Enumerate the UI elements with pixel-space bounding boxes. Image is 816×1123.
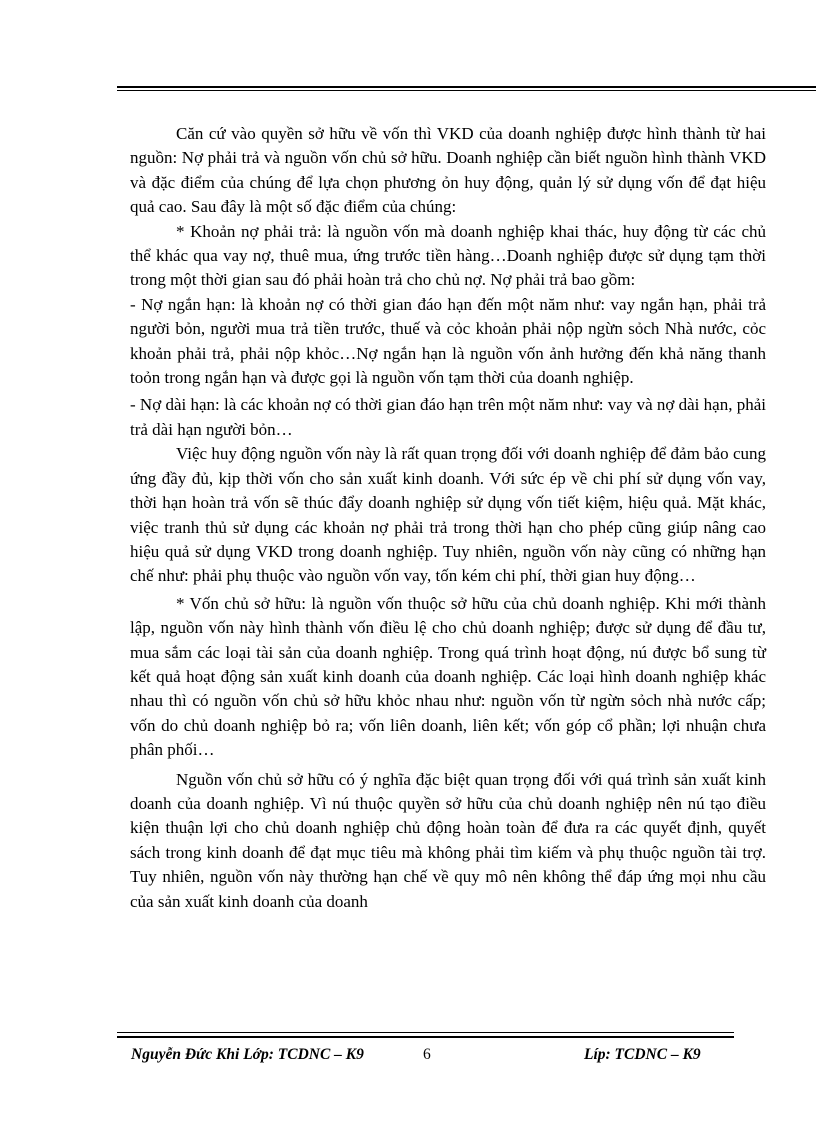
paragraph: - Nợ dài hạn: là các khoản nợ có thời gian đáo hạn trên một năm như: vay và nợ dài hạn, phải trả dài hạn người bỏn… <box>130 395 766 439</box>
paragraph: Việc huy động nguồn vốn này là rất quan trọng đối với doanh nghiệp để đảm bảo cung ứng đầy đủ, kịp thời vốn cho sản xuất kinh doanh. Với sức ép về chi phí sử dụng vốn vay, thời hạn hoàn trả vốn sẽ thúc đẩy doanh nghiệp sử dụng vốn tiết kiệm, hiệu quả. Mặt khác, việc tranh thủ sử dụng các khoản nợ phải trả trong thời hạn cho phép cũng giúp nâng cao hiệu quả sử dụng VKD trong doanh nghiệp. Tuy nhiên, nguồn vốn này cũng có những hạn chế như: phải phụ thuộc vào nguồn vốn vay, tốn kém chi phí, thời gian huy động… <box>130 444 766 586</box>
paragraph: Căn cứ vào quyền sở hữu về vốn thì VKD của doanh nghiệp được hình thành từ hai nguồn: Nợ phải trả và nguồn vốn chủ sở hữu. Doanh nghiệp cần biết nguồn hình thành VKD và đặc điểm của chúng để lựa chọn phương ỏn huy động, quản lý sử dụng vốn để đạt hiệu quả cao. Sau đây là một số đặc điểm của chúng: <box>130 124 766 217</box>
header-rule <box>117 86 816 88</box>
paragraph: * Khoản nợ phải trả: là nguồn vốn mà doanh nghiệp khai thác, huy động từ các chủ thể khác qua vay nợ, thuê mua, ứng trước tiền hàng…Doanh nghiệp được sử dụng tạm thời trong một thời gian sau đó phải hoàn trả cho chủ nợ. Nợ phải trả bao gồm: <box>130 221 766 290</box>
paragraph: Nguồn vốn chủ sở hữu có ý nghĩa đặc biệt quan trọng đối với quá trình sản xuất kinh doanh của doanh nghiệp. Vì nú thuộc quyền sở hữu của chủ doanh nghiệp nên nú tạo điều kiện thuận lợi cho chủ doanh nghiệp chủ động hoàn toàn để đưa ra các quyết định, quyết sách trong kinh doanh để đạt mục tiêu mà không phải tìm kiếm và phụ thuộc nguồn tài trợ. Tuy nhiên, nguồn vốn này thường hạn chế về quy mô nên không thể đáp ứng mọi nhu cầu của sản xuất kinh doanh của doanh <box>130 769 766 911</box>
paragraph: - Nợ ngắn hạn: là khoản nợ có thời gian đáo hạn đến một năm như: vay ngắn hạn, phải trả người bỏn, người mua trả tiền trước, thuế và cỏc khoản phải nộp ngừn sỏch Nhà nước, cỏc khoản phải trả, phải nộp khỏc…Nợ ngắn hạn là nguồn vốn ảnh hưởng đến khả năng thanh toỏn trong ngắn hạn và được gọi là nguồn vốn tạm thời của doanh nghiệp. <box>130 294 766 388</box>
footer-author: Nguyễn Đức Khi Lớp: TCDNC – K9 <box>131 1046 364 1063</box>
footer-rule <box>117 1036 734 1038</box>
page-footer <box>117 1046 757 1068</box>
page-number: 6 <box>423 1046 431 1063</box>
footer-class: Líp: TCDNC – K9 <box>584 1046 701 1063</box>
header-rule-thin <box>117 90 816 91</box>
document-body <box>130 122 766 914</box>
paragraph: * Vốn chủ sở hữu: là nguồn vốn thuộc sở hữu của chủ doanh nghiệp. Khi mới thành lập, nguồn vốn này hình thành vốn điều lệ cho chủ doanh nghiệp; được sử dụng để đầu tư, mua sắm các loại tài sản của doanh nghiệp. Trong quá trình hoạt động, nú được bổ sung từ kết quả hoạt động sản xuất kinh doanh của doanh nghiệp. Các loại hình doanh nghiệp khác nhau thì có nguồn vốn chủ sở hữu khỏc nhau như: nguồn vốn từ ngừn sỏch nhà nước cấp; vốn do chủ doanh nghiệp bỏ ra; vốn liên doanh, liên kết; vốn góp cổ phần; lợi nhuận chưa phân phối… <box>130 593 766 760</box>
footer-rule-thin <box>117 1032 734 1033</box>
